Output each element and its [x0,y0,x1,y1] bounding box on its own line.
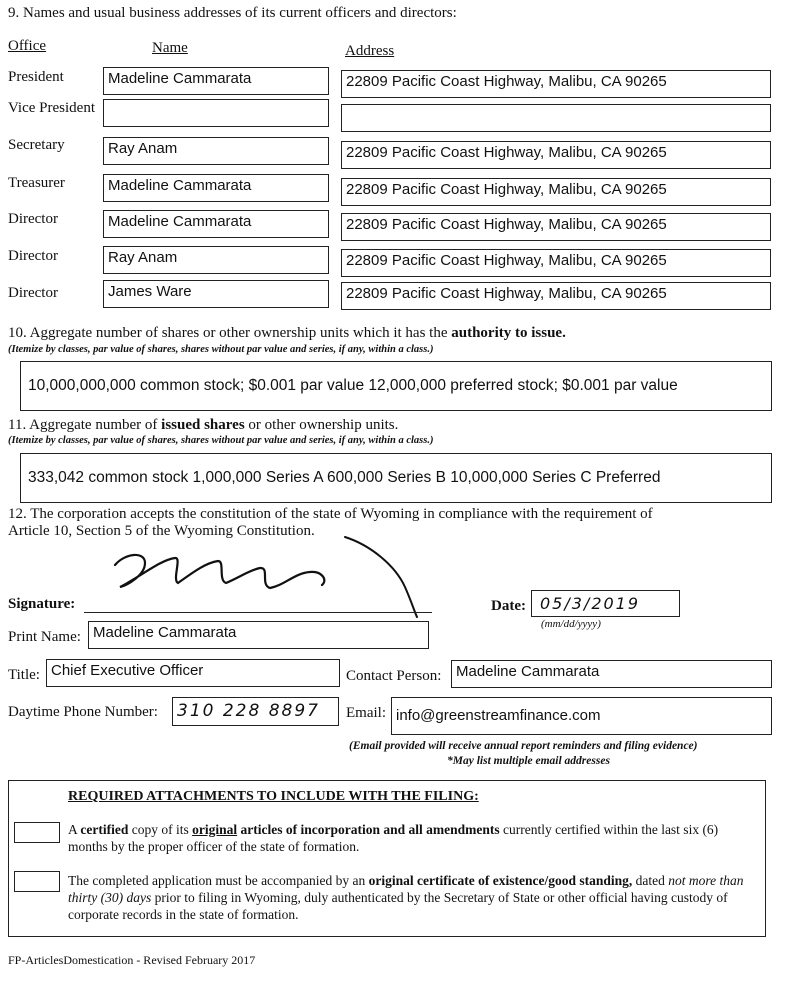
officer-name-field[interactable] [103,99,329,127]
certified-copy-checkbox[interactable] [14,822,60,843]
section-11-heading: 11. Aggregate number of issued shares or other ownership units. [8,417,399,433]
attachment-item-2: The completed application must be accompanied by an original certificate of existence/good standing, dated not more than thirty (30) days prior to filing in Wyoming, duly authenticated by the Secretary of State or other official having custody of corporate records in the state of formation. [68,873,744,922]
officer-title: Director [8,211,58,227]
print-name-label: Print Name: [8,629,81,645]
attachments-heading: REQUIRED ATTACHMENTS TO INCLUDE WITH THE FILING: [68,789,479,804]
email-note: (Email provided will receive annual report reminders and filing evidence) [349,740,698,752]
officer-name-field[interactable]: Madeline Cammarata [103,210,329,238]
officer-address-field[interactable]: 22809 Pacific Coast Highway, Malibu, CA 90265 [341,178,771,206]
date-field[interactable]: 05/3/2019 [531,590,680,617]
officer-title: Director [8,248,58,264]
section-10-note: (Itemize by classes, par value of shares, shares without par value and series, if any, within a class.) [8,344,434,355]
name-column-header: Name [152,40,188,56]
officer-address-field[interactable]: 22809 Pacific Coast Highway, Malibu, CA 90265 [341,70,771,98]
officer-title: Director [8,285,58,301]
section-12-line-1: 12. The corporation accepts the constitution of the state of Wyoming in compliance with the requirement of [8,506,653,522]
officer-title: Treasurer [8,175,65,191]
issued-shares-field[interactable]: 333,042 common stock 1,000,000 Series A 600,000 Series B 10,000,000 Series C Preferred [20,453,772,503]
signature-label: Signature: [8,596,76,612]
phone-field[interactable]: 310 228 8897 [172,697,339,726]
officer-name-field[interactable]: Ray Anam [103,246,329,274]
officer-title: Vice President [8,100,95,116]
officer-address-field[interactable]: 22809 Pacific Coast Highway, Malibu, CA 90265 [341,282,771,310]
title-label: Title: [8,667,40,683]
section-11-note: (Itemize by classes, par value of shares, shares without par value and series, if any, within a class.) [8,435,434,446]
email-field[interactable]: info@greenstreamfinance.com [391,697,772,735]
officer-title: President [8,69,64,85]
contact-person-label: Contact Person: [346,668,442,684]
email-multiple-note: *May list multiple email addresses [447,755,610,767]
form-footer: FP-ArticlesDomestication - Revised February 2017 [8,953,256,967]
officer-address-field[interactable]: 22809 Pacific Coast Highway, Malibu, CA 90265 [341,213,771,241]
officer-address-field[interactable] [341,104,771,132]
contact-person-field[interactable]: Madeline Cammarata [451,660,772,688]
address-column-header: Address [345,43,395,59]
signature-line[interactable] [84,612,432,613]
title-field[interactable]: Chief Executive Officer [46,659,340,687]
good-standing-checkbox[interactable] [14,871,60,892]
date-label: Date: [491,598,526,614]
officer-title: Secretary [8,137,65,153]
handwritten-signature [100,525,430,620]
authorized-shares-field[interactable]: 10,000,000,000 common stock; $0.001 par value 12,000,000 preferred stock; $0.001 par value [20,361,772,411]
email-label: Email: [346,705,386,721]
officer-address-field[interactable]: 22809 Pacific Coast Highway, Malibu, CA 90265 [341,249,771,277]
officer-name-field[interactable]: Ray Anam [103,137,329,165]
officer-name-field[interactable]: James Ware [103,280,329,308]
section-10-heading: 10. Aggregate number of shares or other ownership units which it has the authority to issue. [8,325,566,341]
date-format-hint: (mm/dd/yyyy) [541,618,601,630]
officer-name-field[interactable]: Madeline Cammarata [103,174,329,202]
section-12-line-2: Article 10, Section 5 of the Wyoming Constitution. [8,523,315,539]
office-column-header: Office [8,38,47,54]
print-name-field[interactable]: Madeline Cammarata [88,621,429,649]
officer-address-field[interactable]: 22809 Pacific Coast Highway, Malibu, CA 90265 [341,141,771,169]
officer-name-field[interactable]: Madeline Cammarata [103,67,329,95]
phone-label: Daytime Phone Number: [8,704,158,720]
attachment-item-1: A certified copy of its original articles of incorporation and all amendments currently certified within the last six (6) months by the proper officer of the state of formation. [68,822,719,854]
attachments-box [8,780,766,937]
section-9-heading: 9. Names and usual business addresses of its current officers and directors: [8,5,457,21]
